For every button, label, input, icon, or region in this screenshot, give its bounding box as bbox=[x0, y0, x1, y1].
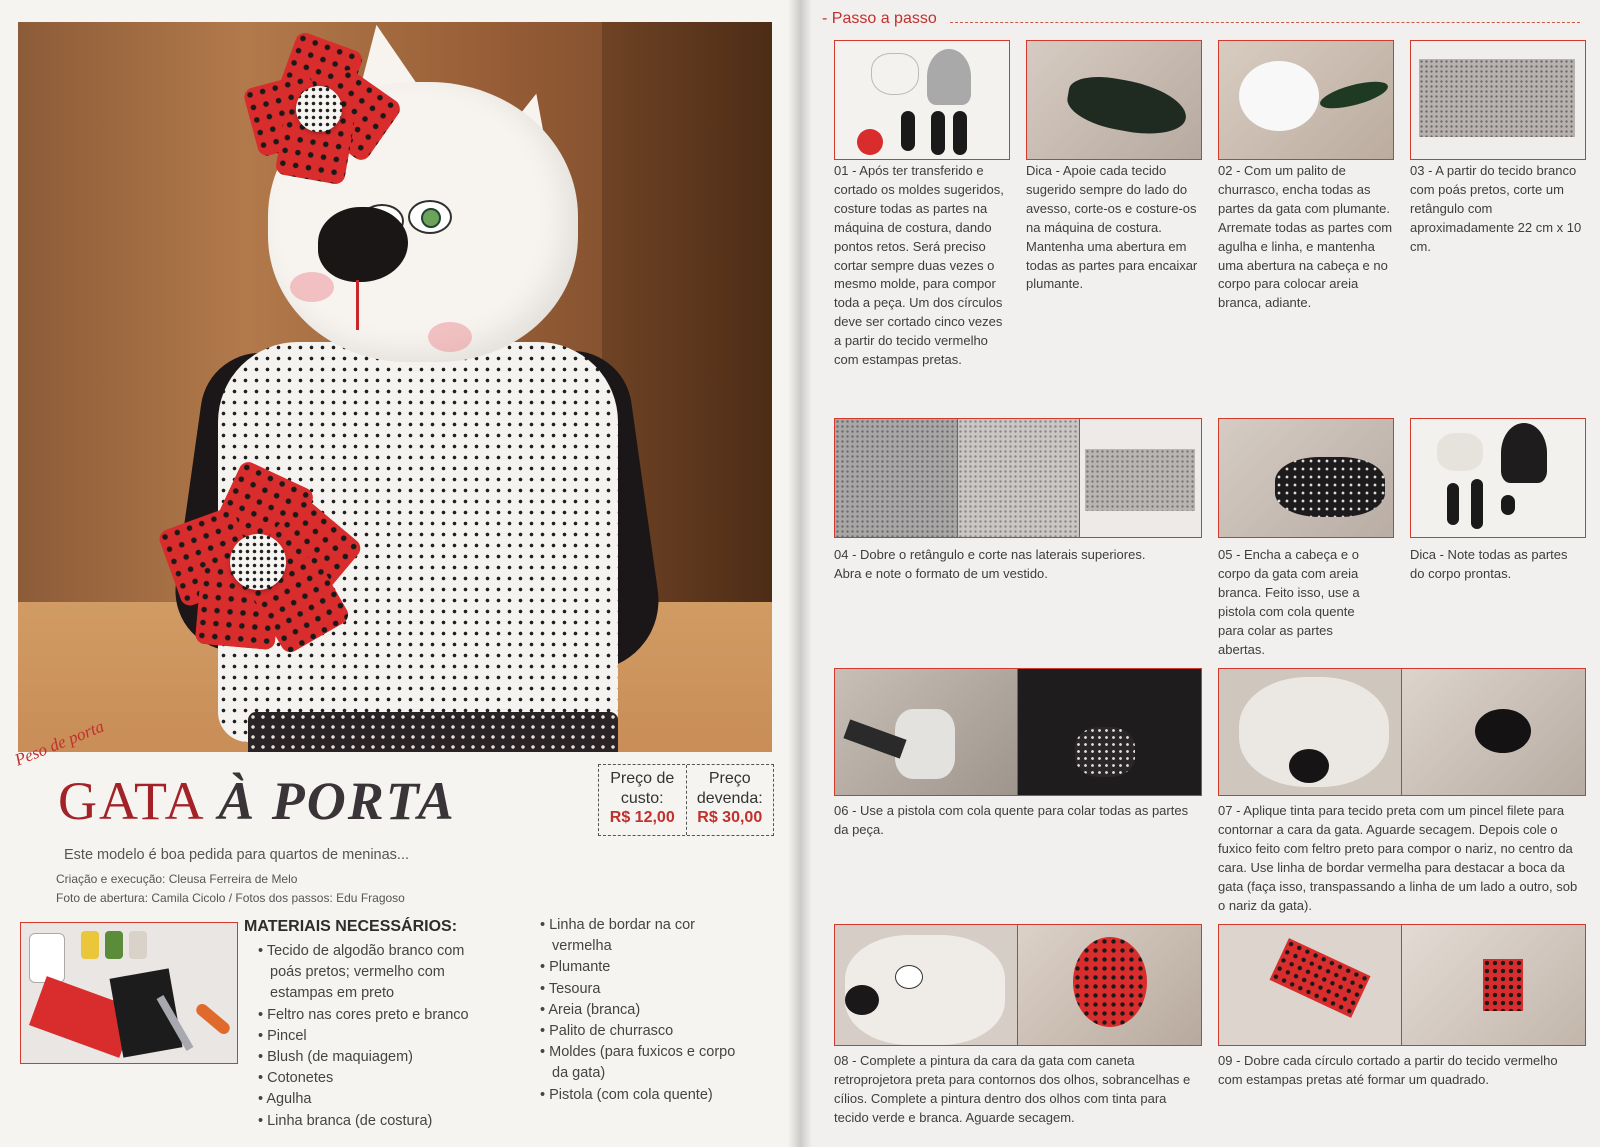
list-item: • Agulha bbox=[258, 1089, 490, 1110]
section-title: - Passo a passo bbox=[822, 10, 937, 28]
cat-right-cheek bbox=[428, 322, 472, 352]
step-02-photo bbox=[1218, 40, 1394, 160]
step-04-text: 04 - Dobre o retângulo e corte nas laterais superiores. Abra e note o formato de um vestido. bbox=[834, 547, 1146, 581]
price-sale-label: Preço devenda: bbox=[696, 770, 763, 807]
dress-flower bbox=[168, 472, 348, 642]
step-08-photo bbox=[834, 924, 1202, 1046]
head-flower bbox=[250, 40, 390, 170]
kicker-label: Peso de porta bbox=[12, 716, 107, 770]
step-03-text: 03 - A partir do tecido branco com poás pretos, corte um retângulo com aproximadamente 22 cm x 10 cm. bbox=[1410, 163, 1582, 254]
materials-list-2 bbox=[540, 915, 745, 1106]
tip-1-photo bbox=[1026, 40, 1202, 160]
tip-1-text: Dica - Apoie cada tecido sugerido sempre do lado do avesso, corte-os e costure-os na máquina de costura. Mantenha uma abertura em todas as partes para encaixar plumante. bbox=[1026, 163, 1198, 292]
list-item: • Moldes (para fuxicos e corpo da gata) bbox=[540, 1042, 745, 1084]
right-page bbox=[800, 0, 1600, 1147]
step-08-text: 08 - Complete a pintura da cara da gata com caneta retroprojetora preta para contornos dos olhos, sobrancelhas e cílios. Complete a pintura dentro dos olhos com tinta para tecido verde e branca. Aguarde secagem. bbox=[834, 1053, 1191, 1125]
page-title bbox=[58, 770, 456, 832]
cover-photo-doorstop-cat bbox=[18, 22, 772, 752]
step-09-photo bbox=[1218, 924, 1586, 1046]
price-cost-label: Preço de custo: bbox=[610, 770, 675, 807]
list-item: • Tecido de algodão branco com poás pretos; vermelho com estampas em preto bbox=[258, 941, 490, 1005]
price-sale bbox=[686, 765, 774, 835]
step-06-photo bbox=[834, 668, 1202, 796]
list-item: • Linha branca (de costura) bbox=[258, 1111, 490, 1132]
step-07-text: 07 - Aplique tinta para tecido preta com um pincel filete para contornar a cara da gata. Aguarde secagem. Depois cole o fuxico feito com feltro preto para compor o nariz, no centro da cara. Use linha de bordar vermelha para destacar a boca da gata (faça isso, transpassando a linha de um lado a outro, sob o nariz da gata). bbox=[1218, 803, 1578, 913]
price-cost-value: R$ 12,00 bbox=[609, 809, 675, 826]
step-03-photo bbox=[1410, 40, 1586, 160]
step-07-photo bbox=[1218, 668, 1586, 796]
credit-photos: Foto de abertura: Camila Cicolo / Fotos dos passos: Edu Fragoso bbox=[56, 891, 405, 905]
cat-left-cheek bbox=[290, 272, 334, 302]
list-item: • Palito de churrasco bbox=[540, 1021, 745, 1042]
list-item: • Linha de bordar na cor vermelha bbox=[540, 915, 745, 957]
step-09-text: 09 - Dobre cada círculo cortado a partir do tecido vermelho com estampas pretas até formar um quadrado. bbox=[1218, 1053, 1558, 1087]
step-02-text: 02 - Com um palito de churrasco, encha todas as partes da gata com plumante. Arremate todas as partes com agulha e linha, e mantenha uma abertura na cabeça e no corpo para colocar areia branca, adiante. bbox=[1218, 163, 1393, 311]
list-item: • Pincel bbox=[258, 1026, 490, 1047]
step-06-text: 06 - Use a pistola com cola quente para colar todas as partes da peça. bbox=[834, 803, 1189, 837]
price-sale-value: R$ 30,00 bbox=[697, 809, 763, 826]
title-part-gata: GATA bbox=[58, 771, 219, 831]
cat-base bbox=[248, 712, 618, 752]
list-item: • Plumante bbox=[540, 957, 745, 978]
materials-list-1 bbox=[258, 941, 490, 1132]
step-01-photo bbox=[834, 40, 1010, 160]
list-item: • Blush (de maquiagem) bbox=[258, 1047, 490, 1068]
price-box bbox=[598, 764, 774, 836]
materials-photo bbox=[20, 922, 238, 1064]
step-05-photo bbox=[1218, 418, 1394, 538]
tip-2-photo bbox=[1410, 418, 1586, 538]
step-05-text: 05 - Encha a cabeça e o corpo da gata com areia branca. Feito isso, use a pistola com cola quente para colar as partes abertas. bbox=[1218, 547, 1360, 657]
section-divider bbox=[950, 22, 1580, 23]
materials-title: MATERIAIS NECESSÁRIOS: bbox=[244, 918, 458, 935]
subtitle: Este modelo é boa pedida para quartos de meninas... bbox=[64, 847, 410, 863]
list-item: • Feltro nas cores preto e branco bbox=[258, 1005, 490, 1026]
list-item: • Areia (branca) bbox=[540, 1000, 745, 1021]
page-gutter bbox=[788, 0, 812, 1147]
list-item: • Pistola (com cola quente) bbox=[540, 1085, 745, 1106]
list-item: • Tesoura bbox=[540, 979, 745, 1000]
title-part-a-porta: À PORTA bbox=[218, 771, 456, 831]
step-04-photo bbox=[834, 418, 1202, 538]
step-01-text: 01 - Após ter transferido e cortado os moldes sugeridos, costure todas as partes na máquina de costura, dando pontos retos. Será preciso cortar sempre duas vezes o mesmo molde, para compor toda a peça. Um dos círculos deve ser cortado cinco vezes a partir do tecido vermelho com estampas pretas. bbox=[834, 163, 1004, 368]
tip-2-text: Dica - Note todas as partes do corpo prontas. bbox=[1410, 547, 1568, 581]
price-cost bbox=[599, 765, 686, 835]
list-item: • Cotonetes bbox=[258, 1068, 490, 1089]
cat-right-eye bbox=[408, 200, 452, 234]
credit-creation: Criação e execução: Cleusa Ferreira de Melo bbox=[56, 872, 298, 886]
cat-mouth bbox=[356, 280, 359, 330]
